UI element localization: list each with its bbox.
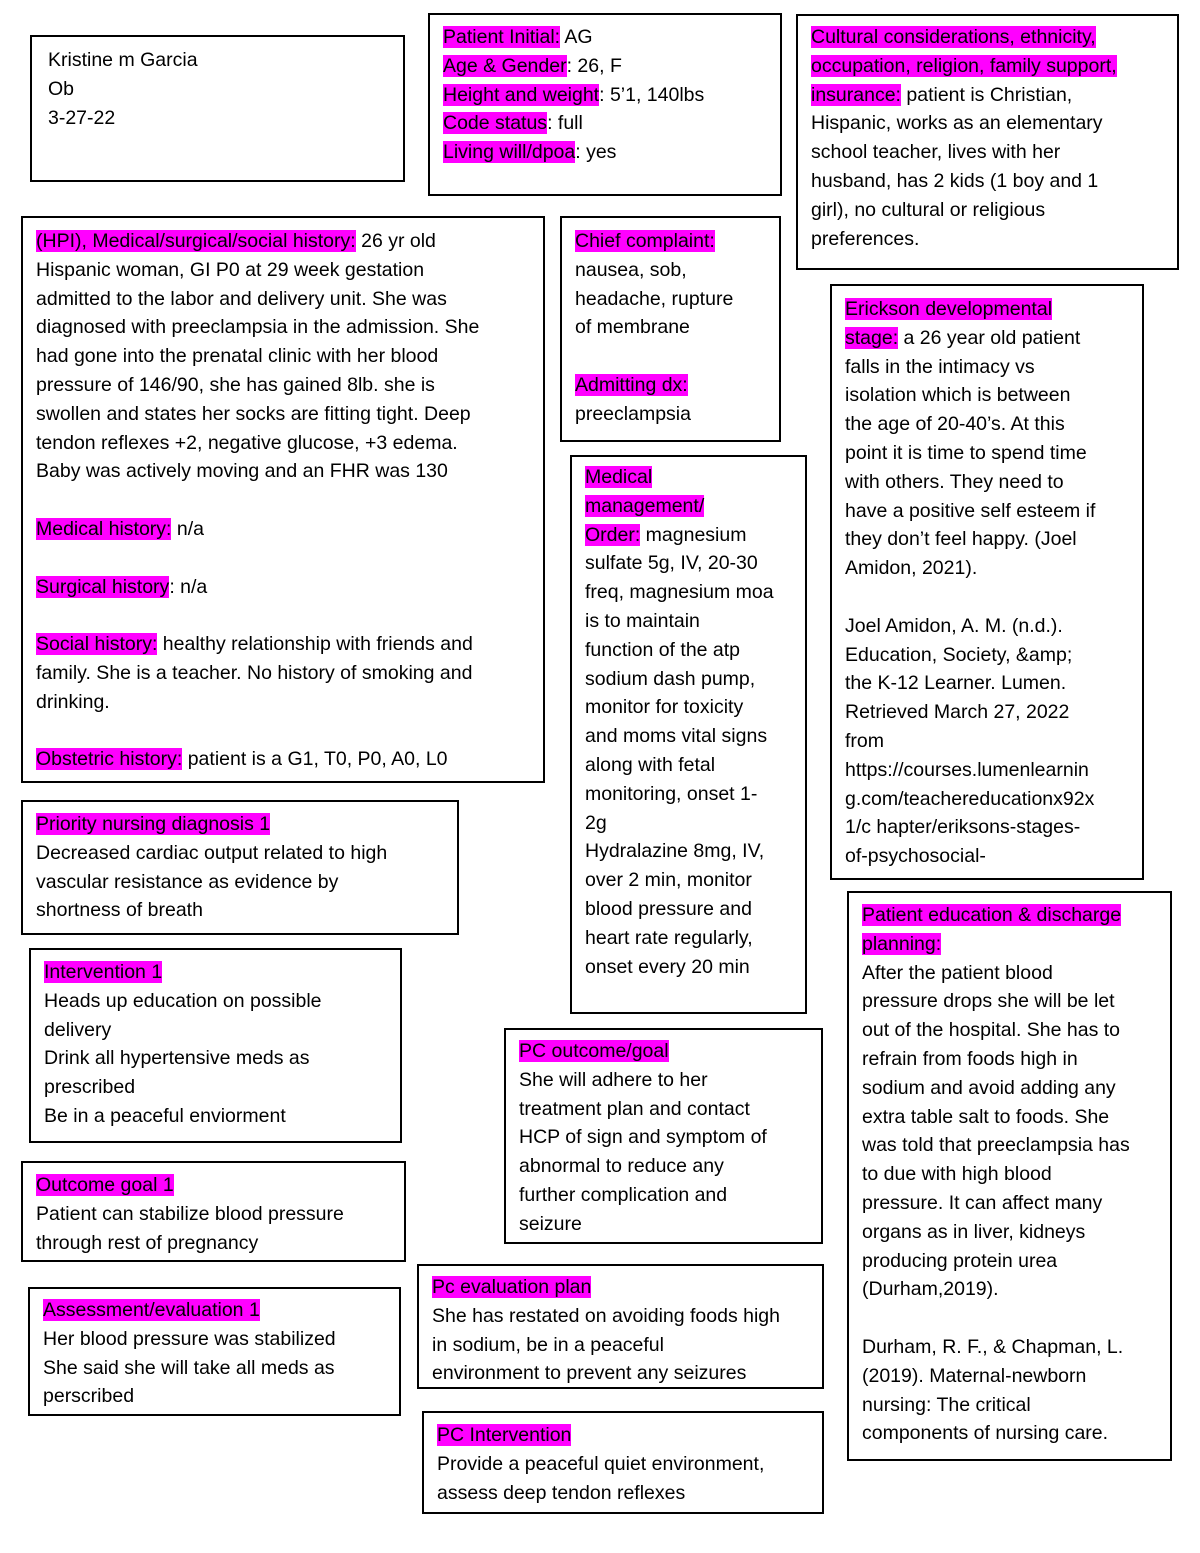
medical-management-line: monitoring, onset 1- [585,782,758,805]
medical-management-line: function of the atp [585,638,741,661]
student-name: Kristine m Garcia [48,49,198,71]
medical-management-line: over 2 min, monitor [585,869,752,892]
height-weight-value: : 5’1, 140lbs [599,83,705,106]
education-line: was told that preeclampsia has [862,1134,1130,1157]
chief-complaint-box [560,216,781,442]
education-line: organs as in liver, kidneys [862,1220,1086,1243]
living-will-label: Living will/dpoa [443,141,576,164]
hpi-line: Baby was actively moving and an FHR was 130 [36,460,448,483]
living-will-row [443,138,768,167]
pc-outcome-line: treatment plan and contact [519,1097,750,1120]
erikson-label-2: stage: [845,326,899,349]
medical-management-line: onset every 20 min [585,955,750,978]
code-status-row [443,109,768,138]
pc-outcome-line: HCP of sign and symptom of [519,1126,767,1149]
code-status-label: Code status [443,112,548,135]
cultural-text-first: patient is Christian, [900,83,1073,106]
medical-management-line: heart rate regularly, [585,926,753,949]
admitting-dx-value: preeclampsia [575,402,691,425]
outcome-goal-line: through rest of pregnancy [36,1231,259,1254]
pc-evaluation-line: environment to prevent any seizures [432,1362,747,1385]
pc-evaluation-box [417,1264,824,1389]
chief-complaint-line: of membrane [575,316,690,339]
date-text: 3-27-22 [48,106,116,129]
age-gender-label: Age & Gender [443,54,567,77]
nursing-diagnosis-line: shortness of breath [36,899,203,922]
nursing-diagnosis-label: Priority nursing diagnosis 1 [36,813,271,835]
erikson-first: a 26 year old patient [898,326,1081,349]
hpi-line: swollen and states her socks are fitting tight. Deep [36,402,471,425]
intervention-line: Heads up education on possible [44,989,322,1012]
education-line: (Durham,2019). [862,1278,999,1301]
pc-evaluation-line: in sodium, be in a peaceful [432,1333,664,1356]
hpi-line: tendon reflexes +2, negative glucose, +3 edema. [36,431,458,454]
code-status-value: : full [547,112,583,135]
height-weight-row [443,81,768,110]
nursing-diagnosis-line: Decreased cardiac output related to high [36,841,388,864]
admitting-dx-label: Admitting dx: [575,373,688,396]
nursing-diagnosis-line: vascular resistance as evidence by [36,870,339,893]
medical-management-box [570,455,807,1014]
chief-complaint-line: nausea, sob, [575,258,687,281]
patient-initial-value: AG [560,26,593,48]
cultural-text-line: girl), no cultural or religious [811,198,1046,221]
medical-management-line: along with fetal [585,753,716,776]
intervention-line: delivery [44,1018,112,1041]
erikson-line: Amidon, 2021). [845,557,978,580]
pc-intervention-label: PC Intervention [437,1424,572,1446]
medical-management-line: and moms vital signs [585,725,768,748]
hpi-label: (HPI), Medical/surgical/social history: [36,230,356,252]
cultural-text-line: Hispanic, works as an elementary [811,112,1103,135]
cultural-label-1: Cultural considerations, ethnicity, [811,26,1096,48]
intervention-line: prescribed [44,1076,136,1099]
cultural-text-line: husband, has 2 kids (1 boy and 1 [811,169,1099,192]
outcome-goal-box [21,1161,406,1262]
education-line: to due with high blood [862,1163,1052,1186]
social-history-label: Social history: [36,633,158,656]
cultural-box [796,14,1179,270]
intervention-label: Intervention 1 [44,961,163,983]
medical-management-first: magnesium [640,523,747,546]
medical-management-line: blood pressure and [585,897,752,920]
hpi-first: 26 yr old [355,230,436,252]
erikson-reference-line: the K-12 Learner. Lumen. [845,672,1067,695]
header-box [30,35,405,182]
erikson-line: point it is time to spend time [845,441,1087,464]
medical-management-line: monitor for toxicity [585,696,744,719]
assessment-line: Her blood pressure was stabilized [43,1327,336,1350]
patient-info-box [428,13,782,196]
medical-management-label-1: Medical [585,466,653,488]
social-history-line: family. She is a teacher. No history of smoking and [36,661,473,684]
medical-management-label-3: Order: [585,523,641,546]
surgical-history-value: : n/a [169,575,208,598]
patient-initial-row [443,23,768,52]
cultural-label-3: insurance: [811,83,901,106]
education-line: pressure. It can affect many [862,1191,1103,1214]
history-box [21,216,545,783]
education-line: extra table salt to foods. She [862,1105,1110,1128]
outcome-goal-label: Outcome goal 1 [36,1174,174,1196]
education-reference-line: components of nursing care. [862,1422,1109,1445]
erikson-reference-line: g.com/teachereducationx92x [845,787,1095,810]
erikson-reference-line: from [845,729,884,752]
erikson-reference-line: of-psychosocial- [845,845,986,868]
erikson-reference-line: https://courses.lumenlearnin [845,758,1089,781]
medical-history-label: Medical history: [36,517,172,540]
education-line: pressure drops she will be let [862,990,1115,1013]
erikson-reference-line: Retrieved March 27, 2022 [845,701,1070,724]
age-gender-row [443,52,768,81]
erikson-line: falls in the intimacy vs [845,355,1035,378]
education-reference-line: (2019). Maternal-newborn [862,1364,1087,1387]
social-history-line: drinking. [36,690,110,713]
cultural-label-2: occupation, religion, family support, [811,54,1117,77]
pc-outcome-line: seizure [519,1212,582,1235]
obstetric-history-label: Obstetric history: [36,748,183,771]
intervention-line: Drink all hypertensive meds as [44,1047,310,1070]
education-line: After the patient blood [862,961,1053,984]
assessment-line: perscribed [43,1385,135,1408]
height-weight-label: Height and weight [443,83,600,106]
erikson-box [830,284,1144,880]
erikson-reference-line: 1/c hapter/eriksons-stages- [845,816,1081,839]
education-label-1: Patient education & discharge [862,904,1122,926]
chief-complaint-line: headache, rupture [575,287,734,310]
pc-outcome-label: PC outcome/goal [519,1040,669,1062]
erikson-line: they don’t feel happy. (Joel [845,528,1077,551]
pc-intervention-line: assess deep tendon reflexes [437,1481,686,1504]
social-history-first: healthy relationship with friends and [157,633,473,656]
pc-evaluation-label: Pc evaluation plan [432,1276,592,1298]
erikson-reference-line: Joel Amidon, A. M. (n.d.). [845,614,1063,637]
chief-complaint-label: Chief complaint: [575,230,715,252]
medical-management-line: 2g [585,811,607,834]
education-reference-line: Durham, R. F., & Chapman, L. [862,1335,1124,1358]
assessment-label: Assessment/evaluation 1 [43,1299,260,1321]
intervention-line: Be in a peaceful enviorment [44,1104,286,1127]
assessment-line: She said she will take all meds as [43,1356,335,1379]
erikson-label-1: Erickson developmental [845,298,1053,320]
medical-management-label-2: management/ [585,494,705,517]
hpi-line: had gone into the prenatal clinic with her blood [36,345,439,368]
erikson-line: isolation which is between [845,384,1071,407]
pc-evaluation-line: She has restated on avoiding foods high [432,1304,781,1327]
pc-outcome-box [504,1028,823,1244]
education-reference-line: nursing: The critical [862,1393,1031,1416]
medical-management-line: Hydralazine 8mg, IV, [585,840,765,863]
medical-management-line: freq, magnesium moa [585,581,774,604]
pc-intervention-box [422,1411,824,1514]
pc-outcome-line: abnormal to reduce any [519,1155,724,1178]
hpi-line: diagnosed with preeclampsia in the admission. She [36,316,480,339]
erikson-line: have a positive self esteem if [845,499,1096,522]
erikson-line: with others. They need to [845,470,1064,493]
education-box [847,891,1172,1461]
education-line: refrain from foods high in [862,1047,1078,1070]
education-line: sodium and avoid adding any [862,1076,1116,1099]
cultural-text-line: school teacher, lives with her [811,141,1061,164]
education-line: out of the hospital. She has to [862,1019,1121,1042]
hpi-line: admitted to the labor and delivery unit. She was [36,287,447,310]
nursing-diagnosis-box [21,800,459,935]
erikson-reference-line: Education, Society, &amp; [845,643,1073,666]
erikson-line: the age of 20-40’s. At this [845,413,1065,436]
hpi-line: Hispanic woman, GI P0 at 29 week gestation [36,258,425,281]
surgical-history-label: Surgical history [36,575,170,598]
education-label-2: planning: [862,932,942,955]
patient-initial-label: Patient Initial: [443,26,561,48]
obstetric-history-value: patient is a G1, T0, P0, A0, L0 [182,748,448,771]
medical-management-line: sodium dash pump, [585,667,756,690]
pc-outcome-line: She will adhere to her [519,1068,708,1091]
medical-management-line: is to maintain [585,609,700,632]
living-will-value: : yes [575,141,617,164]
outcome-goal-line: Patient can stabilize blood pressure [36,1202,344,1225]
age-gender-value: : 26, F [566,54,622,77]
intervention-box [29,948,402,1143]
unit-name: Ob [48,77,75,100]
medical-management-line: sulfate 5g, IV, 20-30 [585,552,758,575]
hpi-line: pressure of 146/90, she has gained 8lb. she is [36,373,435,396]
education-line: producing protein urea [862,1249,1058,1272]
pc-intervention-line: Provide a peaceful quiet environment, [437,1452,765,1475]
pc-outcome-line: further complication and [519,1183,728,1206]
cultural-text-line: preferences. [811,227,920,250]
assessment-box [28,1287,401,1416]
medical-history-value: n/a [171,517,204,540]
